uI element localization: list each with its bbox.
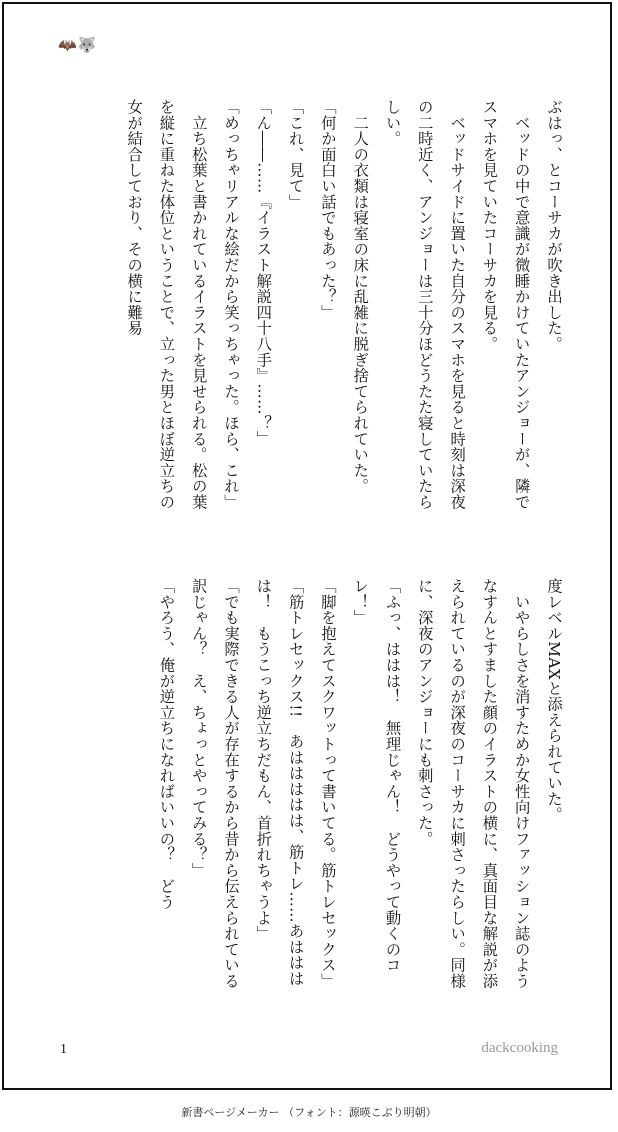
header-icons bbox=[58, 38, 96, 53]
book-page bbox=[2, 2, 612, 1090]
paragraph: ベッドの中で意識が微睡かけていたアンジョーが、隣でスマホを見ていたコーサカを見る。 bbox=[480, 99, 531, 510]
text-block-lower bbox=[42, 578, 570, 998]
paragraph: 「でも実際できる人が存在するから昔から伝えられている訳じゃん？ え、ちょっとやってみる？」 bbox=[189, 578, 241, 989]
wolf-icon: 🐺 bbox=[77, 36, 97, 54]
paragraph: 度レベルMAXと添えられていた。 bbox=[545, 578, 563, 823]
paragraph: 「脚を抱えてスクワットって書いてる。筋トレセックス」 bbox=[318, 578, 337, 989]
paragraph: いやらしさを消すためか女性向けファッション誌のようなすんとすました顔のイラストの横に、真面目な解説が添えられているのが深夜のコーサカに刺さったらしい。同様に、深夜のアンジョーにも刺さった。 bbox=[415, 578, 531, 989]
paragraph: 二人の衣類は寝室の床に乱雑に脱ぎ捨てられていた。 bbox=[351, 99, 370, 494]
paragraph: 「何か面白い話でもあった？」 bbox=[318, 99, 337, 321]
paragraph: 「これ、見て」 bbox=[286, 99, 305, 210]
paragraph: 「筋トレセックス!! あははははは、筋トレ……あはははは！ もうこっち逆立ちだもん、首折れちゃうよ」 bbox=[254, 578, 305, 987]
paragraph: ぶはっ、とコーサカが吹き出した。 bbox=[545, 99, 563, 352]
bat-icon: 🦇 bbox=[58, 36, 77, 54]
paragraph: 「やろう、俺が逆立ちになればいいの？ どう bbox=[157, 578, 176, 910]
page-number: 1 bbox=[60, 1042, 67, 1057]
paragraph: 「めっちゃリアルな絵だから笑っちゃった。ほら、これ」 bbox=[222, 99, 241, 510]
paragraph: 立ち松葉と書かれているイラストを見せられる。松の葉を縦に重ねた体位ということで、立った男とほぼ逆立ちの女が結合しており、その横に難易 bbox=[125, 99, 208, 510]
footer-credit: 新書ページメーカー （フォント：源暎こぶり明朝） bbox=[181, 1106, 437, 1119]
text-block-upper bbox=[42, 99, 570, 519]
paragraph: 「ふっ、ははは！ 無理じゃん！ どうやって動くのコレ！」 bbox=[351, 578, 402, 973]
paragraph: 「ん――……『イラスト解説四十八手』……？」 bbox=[254, 99, 273, 447]
paragraph: ベッドサイドに置いた自分のスマホを見ると時刻は深夜の二時近く、アンジョーは三十分ほどうたた寝していたらしい。 bbox=[383, 99, 467, 510]
author-name: dackcooking bbox=[481, 1040, 558, 1056]
